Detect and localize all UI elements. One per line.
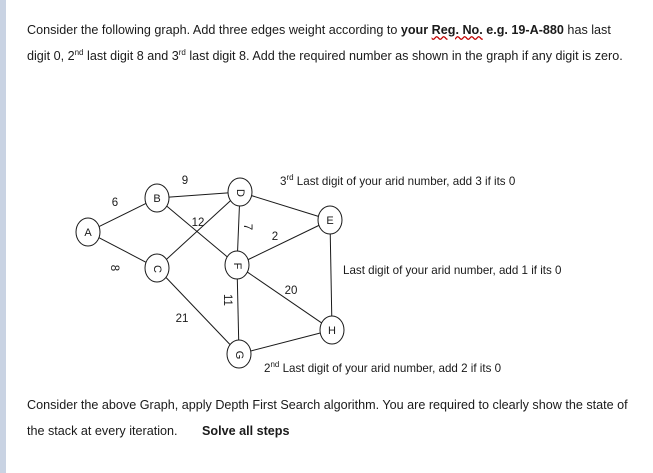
weight-E-F: 2 [271, 231, 279, 244]
note-third-digit-sup: rd [286, 173, 294, 183]
weight-A-C: 8 [107, 264, 120, 272]
edge-F-H [247, 272, 321, 323]
weight-C-G: 21 [175, 313, 189, 326]
task-text: Consider the above Graph, apply Depth First Search algorithm. You are required to clearly show the state of the stack at every iteration. [27, 398, 628, 438]
node-B-label: B [153, 192, 161, 205]
note-second-digit-text: Last digit of your arid number, add 2 if its 0 [279, 362, 502, 375]
task-bold-solve: Solve all steps [202, 424, 290, 438]
weight-A-B: 6 [111, 197, 119, 210]
instructions-text-4: last digit 8. Add the required number as shown in the graph if any digit is zero. [185, 49, 623, 63]
instructions-bold-your: your [400, 23, 432, 37]
edge-C-G [166, 277, 230, 344]
graph-edges [99, 193, 332, 351]
task-paragraph [27, 392, 637, 444]
superscript-nd: nd [74, 47, 84, 57]
edge-D-E [252, 196, 319, 217]
node-B [145, 184, 169, 212]
node-D [228, 178, 252, 206]
note-third-digit-text: Last digit of your arid number, add 3 if its 0 [293, 175, 516, 188]
edge-D-F [238, 206, 240, 251]
edge-A-B [99, 203, 146, 226]
instructions-text-3: last digit 8 and 3 [83, 49, 179, 63]
edge-A-C [99, 238, 146, 263]
node-E-label: E [326, 214, 334, 227]
node-C-label: C [151, 265, 164, 273]
node-D-label: D [234, 189, 247, 197]
weight-B-F: 12 [191, 217, 205, 230]
note-second-digit [264, 362, 501, 375]
node-H [320, 316, 344, 344]
node-G-label: G [233, 350, 246, 360]
edge-G-H [251, 333, 321, 351]
instructions-text-1: Consider the following graph. Add three edges weight according to [27, 23, 401, 37]
node-H-label: H [328, 324, 336, 337]
node-A [76, 218, 100, 246]
node-F-label: F [231, 262, 244, 270]
note-third-digit-num: 3 [280, 175, 287, 188]
reg-no-text: Reg. No. [431, 23, 483, 37]
weight-F-G: 11 [220, 294, 233, 306]
superscript-rd: rd [178, 47, 186, 57]
node-G [227, 340, 251, 368]
weight-B-D: 9 [181, 175, 189, 188]
node-A-label: A [84, 226, 92, 239]
note-second-digit-num: 2 [264, 362, 271, 375]
edge-B-D [169, 193, 228, 197]
node-F [225, 251, 249, 279]
note-third-digit [280, 175, 515, 188]
weight-F-H: 20 [284, 285, 298, 298]
edge-C-D [166, 201, 230, 260]
reg-no-example: e.g. 19-A-880 [482, 23, 564, 37]
edge-E-H [330, 234, 331, 316]
note-last-digit: Last digit of your arid number, add 1 if its 0 [343, 264, 562, 277]
note-second-digit-sup: nd [270, 360, 280, 370]
node-E [318, 206, 342, 234]
node-C [145, 254, 169, 282]
edge-E-F [248, 225, 319, 259]
instructions-text-2: has last digit 0, 2 [27, 23, 611, 63]
edge-F-G [237, 279, 238, 340]
weight-D-F: 7 [240, 223, 253, 231]
